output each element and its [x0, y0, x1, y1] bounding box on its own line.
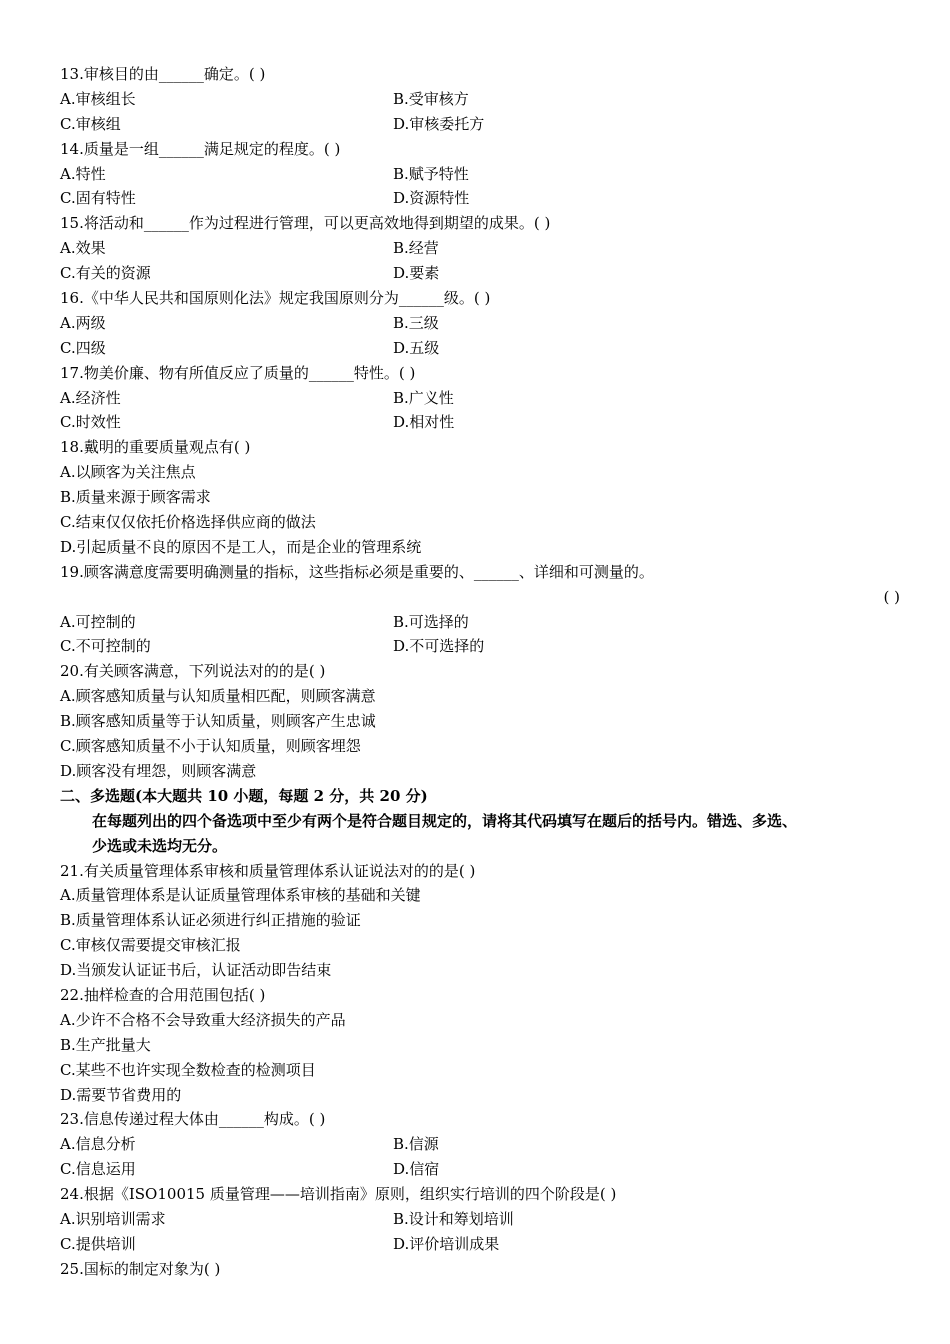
- question-line: D.引起质量不良的原因不是工人，而是企业的管理系统: [60, 537, 422, 556]
- option-row: [60, 261, 900, 286]
- option-left: A.特性: [60, 164, 106, 183]
- option-row: [60, 1232, 900, 1257]
- option-row: [60, 87, 900, 112]
- question-line: 14.质量是一组______满足规定的程度。( ): [60, 139, 341, 158]
- option-right: B.设计和筹划培训: [393, 1209, 514, 1228]
- question-line: A.质量管理体系是认证质量管理体系审核的基础和关键: [60, 886, 421, 905]
- question-line: 21.有关质量管理体系审核和质量管理体系认证说法对的的是( ): [60, 861, 476, 880]
- option-right: D.资源特性: [393, 189, 470, 208]
- question-line: B.质量管理体系认证必须进行纠正措施的验证: [60, 911, 361, 930]
- option-left: C.提供培训: [60, 1234, 136, 1253]
- question-line: A.以顾客为关注焦点: [60, 463, 196, 482]
- question-line: 22.抽样检查的合用范围包括( ): [60, 985, 266, 1004]
- question-line: 20.有关顾客满意，下列说法对的的是( ): [60, 662, 326, 681]
- section-instruction: 少选或未选均无分。: [92, 836, 228, 855]
- question-line: 15.将活动和______作为过程进行管理，可以更高效地得到期望的成果。( ): [60, 214, 551, 233]
- question-line: 19.顾客满意度需要明确测量的指标，这些指标必须是重要的、______、详细和可测量的。: [60, 562, 654, 581]
- question-line: 13.审核目的由______确定。( ): [60, 65, 266, 83]
- question-line: 17.物美价廉、物有所值反应了质量的______特性。( ): [60, 363, 416, 382]
- option-left: C.时效性: [60, 413, 121, 432]
- option-row: [60, 112, 900, 137]
- option-left: A.审核组长: [60, 89, 136, 108]
- option-right: B.经营: [393, 239, 439, 258]
- option-left: A.可控制的: [60, 612, 136, 631]
- option-row: [60, 410, 900, 435]
- question-line: D.顾客没有埋怨，则顾客满意: [60, 761, 257, 780]
- question-line: 25.国标的制定对象为( ): [60, 1259, 221, 1278]
- option-right: B.可选择的: [393, 612, 469, 631]
- option-left: A.信息分析: [60, 1135, 136, 1154]
- option-row: [60, 1132, 900, 1157]
- option-left: A.两级: [60, 313, 106, 332]
- question-line: 18.戴明的重要质量观点有( ): [60, 438, 251, 457]
- option-right: B.赋予特性: [393, 164, 469, 183]
- question-line: 16.《中华人民共和国原则化法》规定我国原则分为______级。( ): [60, 289, 491, 308]
- question-line: 24.根据《ISO10015 质量管理——培训指南》原则，组织实行培训的四个阶段是( ): [60, 1185, 617, 1204]
- exam-page: [60, 62, 900, 1282]
- option-row: [60, 386, 900, 411]
- option-right: D.审核委托方: [393, 114, 485, 133]
- question-line: C.某些不也许实现全数检查的检测项目: [60, 1060, 316, 1079]
- question-line: C.顾客感知质量不小于认知质量，则顾客埋怨: [60, 737, 361, 756]
- section-heading: 二、多选题(本大题共 10 小题，每题 2 分，共 20 分): [60, 786, 428, 805]
- option-left: A.经济性: [60, 388, 121, 407]
- option-row: [60, 186, 900, 211]
- option-row: [60, 1157, 900, 1182]
- question-line: B.生产批量大: [60, 1035, 151, 1054]
- option-left: C.不可控制的: [60, 637, 151, 656]
- question-line: C.审核仅需要提交审核汇报: [60, 936, 241, 955]
- option-row: [60, 1207, 900, 1232]
- question-line: 23.信息传递过程大体由______构成。( ): [60, 1110, 326, 1129]
- option-right: D.信宿: [393, 1160, 440, 1179]
- question-line: C.结束仅仅依托价格选择供应商的做法: [60, 513, 316, 532]
- option-row: [60, 634, 900, 659]
- question-line: B.顾客感知质量等于认知质量，则顾客产生忠诚: [60, 712, 376, 731]
- option-left: C.有关的资源: [60, 264, 151, 283]
- option-right: B.信源: [393, 1135, 439, 1154]
- option-row: [60, 610, 900, 635]
- option-right: D.五级: [393, 338, 440, 357]
- option-left: C.信息运用: [60, 1160, 136, 1179]
- option-left: C.四级: [60, 338, 106, 357]
- answer-bracket: ( ): [883, 587, 900, 606]
- option-left: A.识别培训需求: [60, 1209, 166, 1228]
- option-row: [60, 162, 900, 187]
- option-right: D.要素: [393, 264, 440, 283]
- option-right: B.三级: [393, 313, 439, 332]
- option-right: D.相对性: [393, 413, 455, 432]
- question-line: D.当颁发认证证书后，认证活动即告结束: [60, 961, 332, 980]
- option-left: A.效果: [60, 239, 106, 258]
- question-line: D.需要节省费用的: [60, 1085, 182, 1104]
- option-right: B.受审核方: [393, 89, 469, 108]
- option-row: [60, 336, 900, 361]
- question-line: A.少许不合格不会导致重大经济损失的产品: [60, 1010, 346, 1029]
- section-instruction: 在每题列出的四个备选项中至少有两个是符合题目规定的，请将其代码填写在题后的括号内。错选、多选、: [92, 811, 798, 830]
- option-right: D.不可选择的: [393, 637, 485, 656]
- option-right: D.评价培训成果: [393, 1234, 500, 1253]
- option-row: [60, 236, 900, 261]
- option-right: B.广义性: [393, 388, 454, 407]
- question-line: B.质量来源于顾客需求: [60, 488, 211, 507]
- question-line: A.顾客感知质量与认知质量相匹配，则顾客满意: [60, 687, 376, 706]
- option-left: C.审核组: [60, 114, 121, 133]
- option-row: [60, 311, 900, 336]
- option-left: C.固有特性: [60, 189, 136, 208]
